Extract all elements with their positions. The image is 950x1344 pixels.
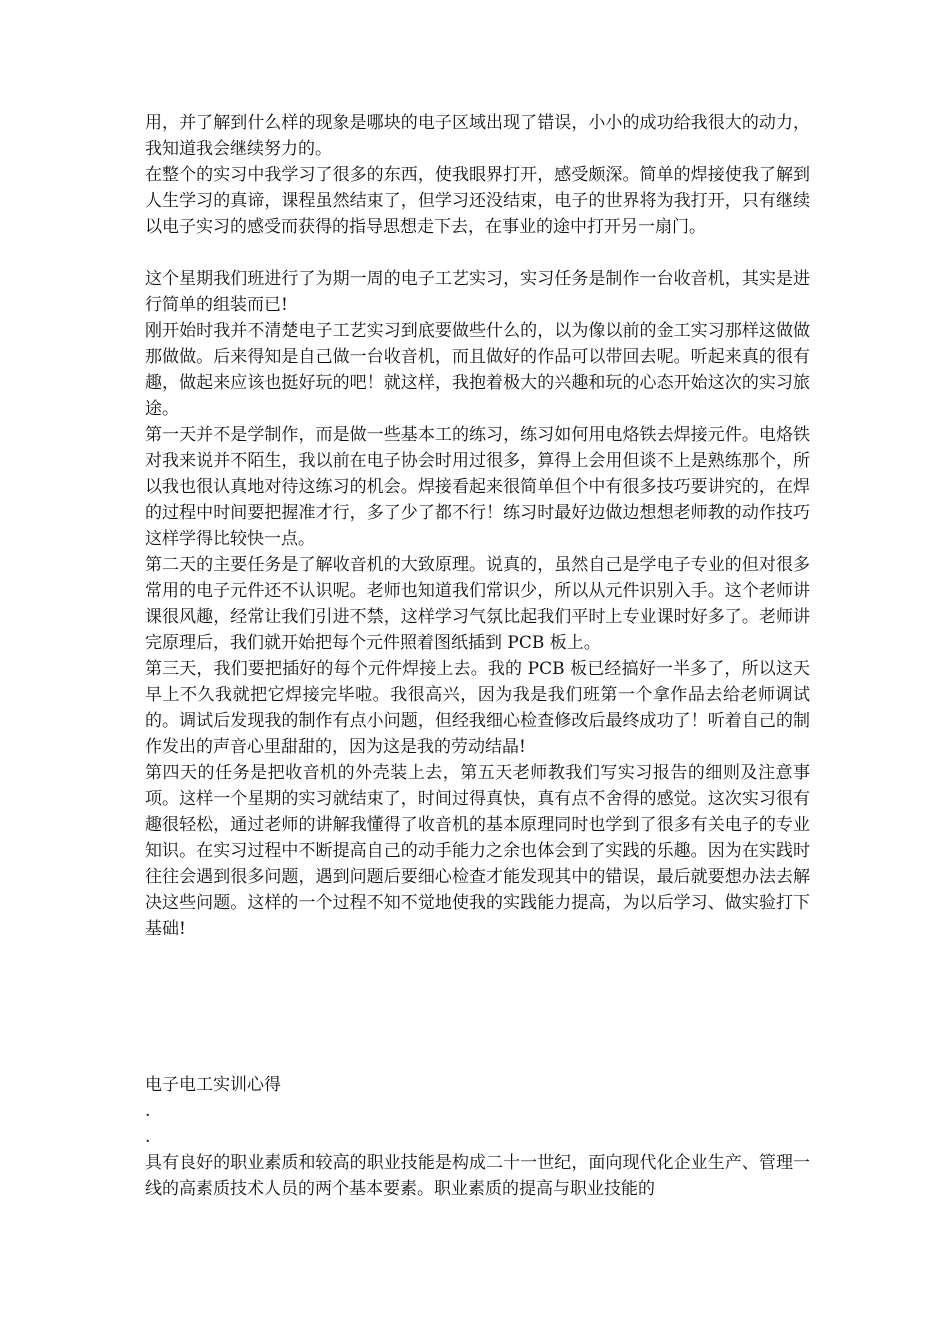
document-page [145, 110, 810, 1202]
paragraph: 具有良好的职业素质和较高的职业技能是构成二十一世纪，面向现代化企业生产、管理一线的高素质技术人员的两个基本要素。职业素质的提高与职业技能的 [145, 1153, 810, 1199]
paragraph: 第二天的主要任务是了解收音机的大致原理。说真的，虽然自己是学电子专业的但对很多常用的电子元件还不认识呢。老师也知道我们常识少，所以从元件识别入手。这个老师讲课很风趣，经常让我们引进不禁，这样学习气氛比起我们平时上专业课时好多了。老师讲完原理后，我们就开始把每个元件照着图纸插到 PCB 板上。 [145, 555, 810, 653]
paragraph: 第三天，我们要把插好的每个元件焊接上去。我的 PCB 板已经搞好一半多了，所以这天早上不久我就把它焊接完毕啦。我很高兴，因为我是我们班第一个拿作品去给老师调试的。调试后发现我的制作有点小问题，但经我细心检查修改后最终成功了！听着自己的制作发出的声音心里甜甜的，因为这是我的劳动结晶! [145, 659, 810, 757]
dot-line: . [145, 1127, 151, 1147]
section-title: 电子电工实训心得 [145, 1075, 281, 1095]
paragraph: 刚开始时我并不清楚电子工艺实习到底要做些什么的，以为像以前的金工实习那样这做做那做做。后来得知是自己做一台收音机，而且做好的作品可以带回去呢。听起来真的很有趣，做起来应该也挺好玩的吧！就这样，我抱着极大的兴趣和玩的心态开始这次的实习旅途。 [145, 321, 810, 419]
blank-space [145, 942, 810, 1072]
paragraph: 在整个的实习中我学习了很多的东西，使我眼界打开，感受颇深。简单的焊接使我了解到人生学习的真谛，课程虽然结束了，但学习还没结束，电子的世界将为我打开，只有继续以电子实习的感受而获得的指导思想走下去，在事业的途中打开另一扇门。 [145, 165, 810, 237]
paragraph: 第四天的任务是把收音机的外壳装上去，第五天老师教我们写实习报告的细则及注意事项。这样一个星期的实习就结束了，时间过得真快，真有点不舍得的感觉。这次实习很有趣很轻松，通过老师的讲解我懂得了收音机的基本原理同时也学到了很多有关电子的专业知识。在实习过程中不断提高自己的动手能力之余也体会到了实践的乐趣。因为在实践时往往会遇到很多问题，遇到问题后要细心检查才能发现其中的错误，最后就要想办法去解决这些问题。这样的一个过程不知不觉地使我的实践能力提高，为以后学习、做实验打下基础! [145, 763, 810, 939]
paragraph: 这个星期我们班进行了为期一周的电子工艺实习，实习任务是制作一台收音机，其实是进行简单的组装而已! [145, 269, 810, 315]
paragraph: 用，并了解到什么样的现象是哪块的电子区域出现了错误，小小的成功给我很大的动力，我知道我会继续努力的。 [145, 113, 810, 159]
paragraph: 第一天并不是学制作，而是做一些基本工的练习，练习如何用电烙铁去焊接元件。电烙铁对我来说并不陌生，我以前在电子协会时用过很多，算得上会用但谈不上是熟练那个，所以我也很认真地对待这练习的机会。焊接看起来很简单但个中有很多技巧要讲究的，在焊的过程中时间要把握准才行，多了少了都不行！练习时最好边做边想想老师教的动作技巧这样学得比较快一点。 [145, 425, 810, 549]
blank-line [145, 240, 810, 266]
dot-line: . [145, 1101, 151, 1121]
